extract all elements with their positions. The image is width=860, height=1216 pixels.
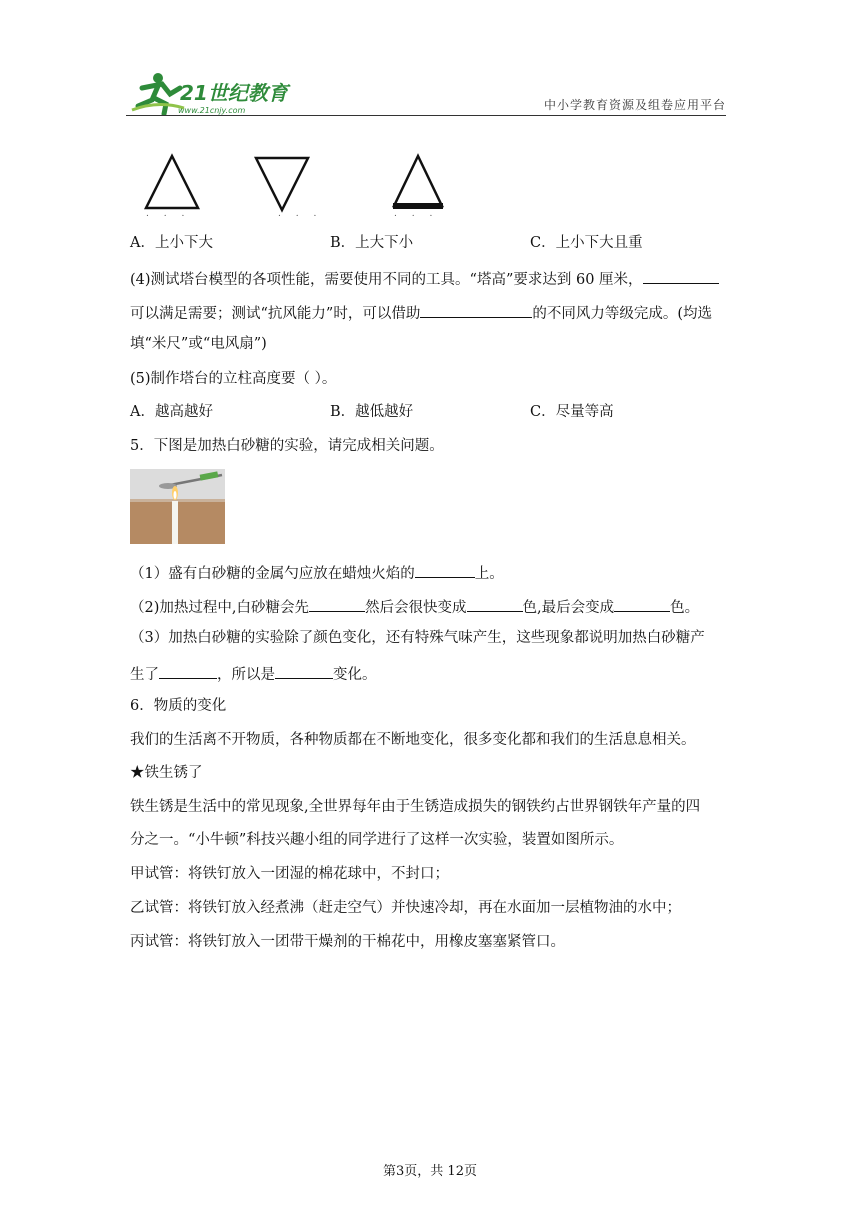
q5-title: 5．下图是加热白砂糖的实验，请完成相关问题。 xyxy=(130,438,444,454)
header-divider xyxy=(126,115,726,116)
logo-text: 21世纪教育 xyxy=(180,81,288,105)
q6-paragraph: 铁生锈是生活中的常见现象,全世界每年由于生锈造成损失的钢铁约占世界钢铁年产量的四 xyxy=(130,799,701,815)
answer-blank xyxy=(420,301,532,318)
q4-sub4-line1: (4)测试塔台模型的各项性能，需要使用不同的工具。“塔高”要求达到 60 厘米， xyxy=(130,267,719,290)
option-a: A．越高越好 xyxy=(130,404,213,420)
q5-sub2: （2)加热过程中,白砂糖会先 然后会很快变成 色,最后会变成 色。 xyxy=(130,595,699,618)
option-c: C．上小下大且重 xyxy=(530,235,643,251)
triangle-upright-figure xyxy=(142,152,202,216)
q4-sub4-line3: 填“米尺”或“电风扇”) xyxy=(130,336,267,352)
page-number: 第3页，共 12页 xyxy=(383,1164,477,1179)
q6-heading: ★铁生锈了 xyxy=(130,765,203,781)
answer-blank xyxy=(614,595,670,612)
option-c: C．尽量等高 xyxy=(530,404,614,420)
q6-tube-c: 丙试管：将铁钉放入一团带干燥剂的干棉花中，用橡皮塞塞紧管口。 xyxy=(130,934,565,950)
q5-sub3-line1: （3）加热白砂糖的实验除了颜色变化，还有特殊气味产生，这些现象都说明加热白砂糖产 xyxy=(130,630,705,646)
candle-spoon-photo xyxy=(130,469,225,544)
answer-blank xyxy=(643,267,719,284)
answer-blank xyxy=(467,595,523,612)
option-b: B．越低越好 xyxy=(330,404,414,420)
runner-icon xyxy=(132,73,184,114)
q5-sub3-line2: 生了 ，所以是 变化。 xyxy=(130,662,377,685)
logo xyxy=(128,70,298,116)
figure-dots: . . . xyxy=(146,209,191,219)
q6-paragraph: 我们的生活离不开物质，各种物质都在不断地变化，很多变化都和我们的生活息息相关。 xyxy=(130,732,696,748)
platform-name: 中小学教育资源及组卷应用平台 xyxy=(543,98,726,112)
answer-blank xyxy=(415,561,475,578)
option-b: B．上大下小 xyxy=(330,235,414,251)
q6-tube-a: 甲试管：将铁钉放入一团湿的棉花球中，不封口； xyxy=(130,866,449,882)
answer-blank xyxy=(309,595,365,612)
answer-blank xyxy=(159,662,217,679)
option-a: A．上小下大 xyxy=(130,235,213,251)
answer-blank xyxy=(275,662,333,679)
q4-sub5: (5)制作塔台的立柱高度要（ ）。 xyxy=(130,371,337,387)
q6-tube-b: 乙试管：将铁钉放入经煮沸（赶走空气）并快速冷却，再在水面加一层植物油的水中； xyxy=(130,900,681,916)
figure-dots: . . . xyxy=(278,209,323,219)
figure-dots: . . . xyxy=(394,209,439,219)
logo-url: www.21cnjy.com xyxy=(178,106,246,115)
q6-paragraph: 分之一。“小牛顿”科技兴趣小组的同学进行了这样一次实验，装置如图所示。 xyxy=(130,832,624,848)
triangle-heavy-base-figure xyxy=(388,152,448,216)
q5-sub1: （1）盛有白砂糖的金属勺应放在蜡烛火焰的 上。 xyxy=(130,561,504,584)
triangle-inverted-figure xyxy=(252,152,312,216)
q4-sub4-line2: 可以满足需要；测试“抗风能力”时，可以借助 的不同风力等级完成。(均选 xyxy=(130,301,712,324)
q6-title: 6．物质的变化 xyxy=(130,698,227,714)
page-header xyxy=(0,0,860,120)
